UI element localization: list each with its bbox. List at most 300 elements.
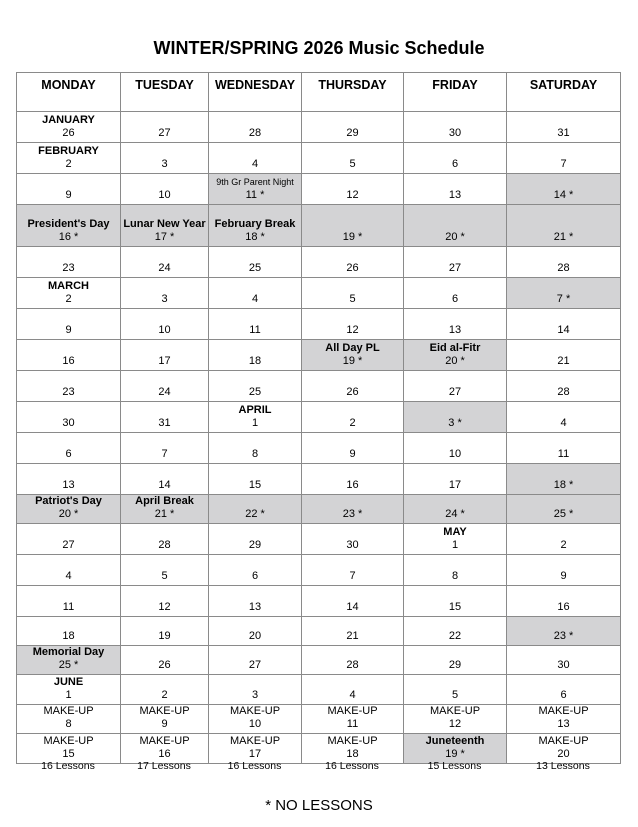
day-number: 11 xyxy=(557,448,570,460)
day-number: 7 xyxy=(349,570,356,582)
total-saturday: 13 Lessons xyxy=(536,760,590,772)
table-row xyxy=(17,734,621,764)
day-number: 16 * xyxy=(58,231,79,243)
table-row xyxy=(17,433,621,464)
day-number: 2 xyxy=(65,158,72,170)
day-cell xyxy=(17,205,121,247)
table-row xyxy=(17,464,621,495)
day-cell xyxy=(209,278,302,309)
table-row xyxy=(17,555,621,586)
day-cell xyxy=(209,617,302,646)
table-row xyxy=(17,278,621,309)
day-cell xyxy=(507,174,621,205)
day-label: Eid al-Fitr xyxy=(429,342,481,354)
day-number: 28 xyxy=(346,659,359,671)
day-cell xyxy=(302,734,404,764)
day-cell xyxy=(209,555,302,586)
day-cell xyxy=(209,371,302,402)
day-cell xyxy=(507,705,621,734)
day-number: 9 xyxy=(161,718,168,730)
day-label: MAY xyxy=(443,526,467,538)
day-cell xyxy=(121,524,209,555)
table-row xyxy=(17,617,621,646)
day-number: 17 xyxy=(448,479,462,491)
day-number: 20 * xyxy=(445,231,465,243)
day-cell xyxy=(17,705,121,734)
day-cell xyxy=(302,555,404,586)
table-row xyxy=(17,646,621,675)
day-label: APRIL xyxy=(238,404,272,416)
day-cell xyxy=(17,524,121,555)
day-number: 18 xyxy=(62,630,75,642)
day-cell xyxy=(302,646,404,675)
day-number: 2 xyxy=(349,417,356,429)
day-number: 24 xyxy=(158,262,171,274)
day-number: 23 * xyxy=(553,630,574,642)
day-label: MAKE-UP xyxy=(327,735,378,747)
day-number: 9 xyxy=(349,448,356,460)
day-number: 30 xyxy=(448,127,462,139)
day-number: 12 xyxy=(158,601,171,613)
day-cell xyxy=(209,646,302,675)
day-cell xyxy=(507,433,621,464)
total-tuesday: 17 Lessons xyxy=(137,760,191,772)
day-number: 10 xyxy=(248,718,262,730)
day-number: 17 * xyxy=(154,231,175,243)
day-number: 14 * xyxy=(553,189,574,201)
day-number: 6 xyxy=(560,689,567,701)
day-cell xyxy=(404,309,507,340)
day-cell xyxy=(121,247,209,278)
day-number: 15 xyxy=(448,601,462,613)
day-number: 11 * xyxy=(245,189,265,201)
day-cell xyxy=(507,617,621,646)
day-label: 9th Gr Parent Night xyxy=(216,177,294,187)
legend-no-lessons: * NO LESSONS xyxy=(265,797,373,814)
day-number: 15 xyxy=(62,748,75,760)
day-number: 29 xyxy=(346,127,359,139)
day-number: 27 xyxy=(448,386,462,398)
day-label: MAKE-UP xyxy=(327,705,378,717)
day-cell xyxy=(507,371,621,402)
day-cell xyxy=(404,675,507,705)
day-cell xyxy=(404,555,507,586)
header-tuesday: TUESDAY xyxy=(121,73,209,112)
table-row xyxy=(17,371,621,402)
day-cell xyxy=(302,586,404,617)
day-number: 2 xyxy=(65,293,72,305)
day-cell xyxy=(17,278,121,309)
day-number: 1 xyxy=(451,539,459,551)
day-number: 19 xyxy=(158,630,171,642)
day-number: 19 * xyxy=(342,355,363,367)
table-row xyxy=(17,402,621,433)
day-cell xyxy=(121,495,209,524)
header-thursday: THURSDAY xyxy=(302,73,404,112)
day-cell xyxy=(121,705,209,734)
day-number: 18 xyxy=(248,355,262,367)
day-cell xyxy=(404,205,507,247)
day-number: 3 * xyxy=(448,417,462,429)
day-label: April Break xyxy=(135,495,194,507)
day-number: 8 xyxy=(65,718,72,730)
day-cell xyxy=(302,402,404,433)
day-number: 26 xyxy=(62,127,75,139)
day-number: 9 xyxy=(65,324,72,336)
day-number: 28 xyxy=(248,127,262,139)
day-number: 16 xyxy=(557,601,570,613)
day-cell xyxy=(507,205,621,247)
day-number: 14 xyxy=(346,601,359,613)
day-label: MAKE-UP xyxy=(429,705,481,717)
total-wednesday: 16 Lessons xyxy=(227,760,282,772)
day-cell xyxy=(302,309,404,340)
day-number: 7 * xyxy=(556,293,571,305)
day-cell xyxy=(404,402,507,433)
day-cell xyxy=(17,174,121,205)
day-cell xyxy=(121,464,209,495)
day-number: 18 xyxy=(346,748,359,760)
day-number: 20 * xyxy=(58,508,79,520)
day-cell xyxy=(507,402,621,433)
day-cell xyxy=(404,174,507,205)
day-cell xyxy=(209,402,302,433)
header-wednesday: WEDNESDAY xyxy=(209,73,302,112)
day-number: 4 xyxy=(251,293,259,305)
day-cell xyxy=(507,309,621,340)
day-cell xyxy=(17,555,121,586)
day-number: 2 xyxy=(560,539,567,551)
day-number: 25 * xyxy=(58,659,79,671)
day-number: 9 xyxy=(65,189,72,201)
day-number: 4 xyxy=(251,158,259,170)
day-number: 23 * xyxy=(342,508,363,520)
table-row xyxy=(17,112,621,143)
day-cell xyxy=(209,247,302,278)
day-cell xyxy=(404,586,507,617)
day-number: 11 xyxy=(62,601,75,613)
day-cell xyxy=(121,646,209,675)
day-cell xyxy=(507,143,621,174)
day-number: 15 xyxy=(248,479,262,491)
day-cell xyxy=(302,371,404,402)
day-cell xyxy=(404,371,507,402)
day-cell xyxy=(404,340,507,371)
header-saturday: SATURDAY xyxy=(507,73,621,112)
day-number: 5 xyxy=(349,293,356,305)
day-cell xyxy=(121,586,209,617)
day-number: 14 xyxy=(158,479,171,491)
total-monday: 16 Lessons xyxy=(41,760,95,772)
day-number: 20 * xyxy=(445,355,465,367)
day-number: 3 xyxy=(161,158,168,170)
day-cell xyxy=(17,340,121,371)
day-cell xyxy=(302,247,404,278)
day-cell xyxy=(17,433,121,464)
day-cell xyxy=(302,278,404,309)
day-cell xyxy=(404,464,507,495)
day-number: 17 xyxy=(158,355,171,367)
day-cell xyxy=(121,433,209,464)
day-cell xyxy=(302,143,404,174)
day-number: 31 xyxy=(557,127,570,139)
day-cell xyxy=(17,586,121,617)
day-cell xyxy=(507,646,621,675)
day-cell xyxy=(302,112,404,143)
day-number: 6 xyxy=(451,158,459,170)
day-number: 24 * xyxy=(445,508,465,520)
day-number: 5 xyxy=(451,689,459,701)
day-number: 31 xyxy=(158,417,171,429)
day-number: 10 xyxy=(158,189,171,201)
day-cell xyxy=(209,495,302,524)
day-label: JUNE xyxy=(53,676,84,688)
day-cell xyxy=(17,675,121,705)
day-number: 11 xyxy=(346,718,359,730)
day-number: 5 xyxy=(349,158,356,170)
day-number: 19 * xyxy=(342,231,363,243)
day-cell xyxy=(302,617,404,646)
day-cell xyxy=(302,433,404,464)
day-number: 28 xyxy=(557,386,570,398)
table-row xyxy=(17,524,621,555)
day-label: MAKE-UP xyxy=(538,705,589,717)
day-number: 13 xyxy=(557,718,570,730)
day-cell xyxy=(121,675,209,705)
day-cell xyxy=(17,734,121,764)
day-number: 6 xyxy=(251,570,259,582)
day-number: 12 xyxy=(448,718,462,730)
day-cell xyxy=(404,617,507,646)
day-number: 18 * xyxy=(553,479,574,491)
day-number: 10 xyxy=(158,324,171,336)
day-cell xyxy=(121,143,209,174)
day-cell xyxy=(121,617,209,646)
day-cell xyxy=(404,495,507,524)
day-label: MAKE-UP xyxy=(139,705,190,717)
day-number: 7 xyxy=(560,158,567,170)
day-number: 3 xyxy=(251,689,259,701)
day-label: MARCH xyxy=(48,280,89,292)
day-cell xyxy=(209,112,302,143)
day-cell xyxy=(17,495,121,524)
day-cell xyxy=(404,433,507,464)
day-cell xyxy=(209,143,302,174)
day-cell xyxy=(121,309,209,340)
day-number: 28 xyxy=(557,262,570,274)
day-number: 30 xyxy=(346,539,359,551)
day-cell xyxy=(209,705,302,734)
day-cell xyxy=(17,247,121,278)
day-label: MAKE-UP xyxy=(43,705,94,717)
table-row xyxy=(17,705,621,734)
day-number: 6 xyxy=(65,448,72,460)
day-number: 13 xyxy=(448,324,462,336)
day-number: 22 * xyxy=(245,508,265,520)
day-cell xyxy=(121,555,209,586)
table-row xyxy=(17,143,621,174)
day-cell xyxy=(17,617,121,646)
day-number: 25 * xyxy=(553,508,574,520)
day-cell xyxy=(302,205,404,247)
day-number: 12 xyxy=(346,189,359,201)
day-cell xyxy=(404,734,507,764)
day-number: 16 xyxy=(346,479,359,491)
day-cell xyxy=(209,433,302,464)
day-cell xyxy=(302,524,404,555)
day-label: MAKE-UP xyxy=(43,735,94,747)
day-number: 13 xyxy=(248,601,262,613)
day-cell xyxy=(302,174,404,205)
day-number: 20 xyxy=(248,630,262,642)
day-number: 3 xyxy=(161,293,168,305)
day-cell xyxy=(507,464,621,495)
day-label: Lunar New Year xyxy=(123,218,206,230)
day-cell xyxy=(404,705,507,734)
day-cell xyxy=(121,371,209,402)
day-label: President's Day xyxy=(27,218,110,230)
day-cell xyxy=(17,371,121,402)
day-label: MAKE-UP xyxy=(229,705,281,717)
day-number: 25 xyxy=(248,386,262,398)
day-cell xyxy=(209,174,302,205)
day-cell xyxy=(121,174,209,205)
day-number: 29 xyxy=(448,659,462,671)
day-cell xyxy=(209,734,302,764)
header-monday: MONDAY xyxy=(17,73,121,112)
day-cell xyxy=(404,112,507,143)
day-cell xyxy=(17,309,121,340)
day-cell xyxy=(17,112,121,143)
day-number: 23 xyxy=(62,262,75,274)
day-cell xyxy=(302,495,404,524)
day-number: 21 * xyxy=(553,231,574,243)
lesson-totals xyxy=(16,760,620,772)
day-cell xyxy=(121,340,209,371)
day-cell xyxy=(209,524,302,555)
day-cell xyxy=(209,309,302,340)
day-label: Juneteenth xyxy=(425,735,485,747)
day-cell xyxy=(404,247,507,278)
day-number: 4 xyxy=(65,570,72,582)
day-cell xyxy=(507,555,621,586)
day-number: 16 xyxy=(158,748,171,760)
day-cell xyxy=(507,247,621,278)
day-label: MAKE-UP xyxy=(139,735,190,747)
day-number: 7 xyxy=(161,448,168,460)
day-label: JANUARY xyxy=(42,114,95,126)
day-number: 9 xyxy=(560,570,567,582)
day-cell xyxy=(121,402,209,433)
day-cell xyxy=(209,340,302,371)
day-number: 1 xyxy=(65,689,72,701)
schedule-body xyxy=(17,112,621,764)
day-cell xyxy=(121,278,209,309)
total-friday: 15 Lessons xyxy=(427,760,482,772)
header-friday: FRIDAY xyxy=(404,73,507,112)
day-cell xyxy=(17,646,121,675)
total-thursday: 16 Lessons xyxy=(325,760,379,772)
day-number: 1 xyxy=(251,417,259,429)
day-label: February Break xyxy=(214,218,296,230)
day-number: 27 xyxy=(62,539,75,551)
day-cell xyxy=(507,734,621,764)
day-label: FEBRUARY xyxy=(38,145,99,157)
day-cell xyxy=(404,278,507,309)
day-label: Patriot's Day xyxy=(35,495,102,507)
day-number: 19 * xyxy=(445,748,465,760)
day-cell xyxy=(404,524,507,555)
day-number: 8 xyxy=(451,570,459,582)
day-number: 25 xyxy=(248,262,262,274)
day-number: 21 * xyxy=(154,508,175,520)
table-row xyxy=(17,340,621,371)
day-number: 24 xyxy=(158,386,171,398)
day-number: 4 xyxy=(560,417,567,429)
day-number: 27 xyxy=(248,659,262,671)
day-number: 13 xyxy=(62,479,75,491)
day-cell xyxy=(121,734,209,764)
day-number: 10 xyxy=(448,448,462,460)
day-number: 29 xyxy=(248,539,262,551)
day-cell xyxy=(209,205,302,247)
day-number: 17 xyxy=(248,748,262,760)
day-number: 22 xyxy=(448,630,462,642)
day-number: 2 xyxy=(161,689,168,701)
day-number: 27 xyxy=(448,262,462,274)
day-cell xyxy=(507,278,621,309)
day-number: 13 xyxy=(448,189,462,201)
day-number: 21 xyxy=(346,630,359,642)
day-number: 16 xyxy=(62,355,75,367)
day-label: MAKE-UP xyxy=(538,735,589,747)
day-cell xyxy=(404,143,507,174)
day-cell xyxy=(121,112,209,143)
day-cell xyxy=(209,586,302,617)
table-row xyxy=(17,174,621,205)
table-row xyxy=(17,247,621,278)
day-number: 20 xyxy=(557,748,570,760)
day-number: 30 xyxy=(557,659,570,671)
header-row xyxy=(17,73,621,112)
day-number: 27 xyxy=(158,127,171,139)
day-number: 21 xyxy=(557,355,570,367)
day-number: 23 xyxy=(62,386,75,398)
day-cell xyxy=(302,464,404,495)
day-number: 28 xyxy=(158,539,171,551)
day-number: 30 xyxy=(62,417,75,429)
page-title: WINTER/SPRING 2026 Music Schedule xyxy=(153,38,485,58)
day-cell xyxy=(17,464,121,495)
day-number: 4 xyxy=(349,689,356,701)
day-cell xyxy=(507,340,621,371)
day-cell xyxy=(121,205,209,247)
day-cell xyxy=(17,143,121,174)
day-label: Memorial Day xyxy=(32,646,105,658)
day-number: 18 * xyxy=(245,231,265,243)
day-cell xyxy=(209,464,302,495)
day-cell xyxy=(507,586,621,617)
day-cell xyxy=(17,402,121,433)
day-number: 14 xyxy=(557,324,570,336)
day-number: 26 xyxy=(158,659,171,671)
table-row xyxy=(17,495,621,524)
table-row xyxy=(17,586,621,617)
day-cell xyxy=(507,495,621,524)
day-number: 11 xyxy=(249,324,261,336)
day-number: 5 xyxy=(161,570,168,582)
day-label: MAKE-UP xyxy=(229,735,281,747)
